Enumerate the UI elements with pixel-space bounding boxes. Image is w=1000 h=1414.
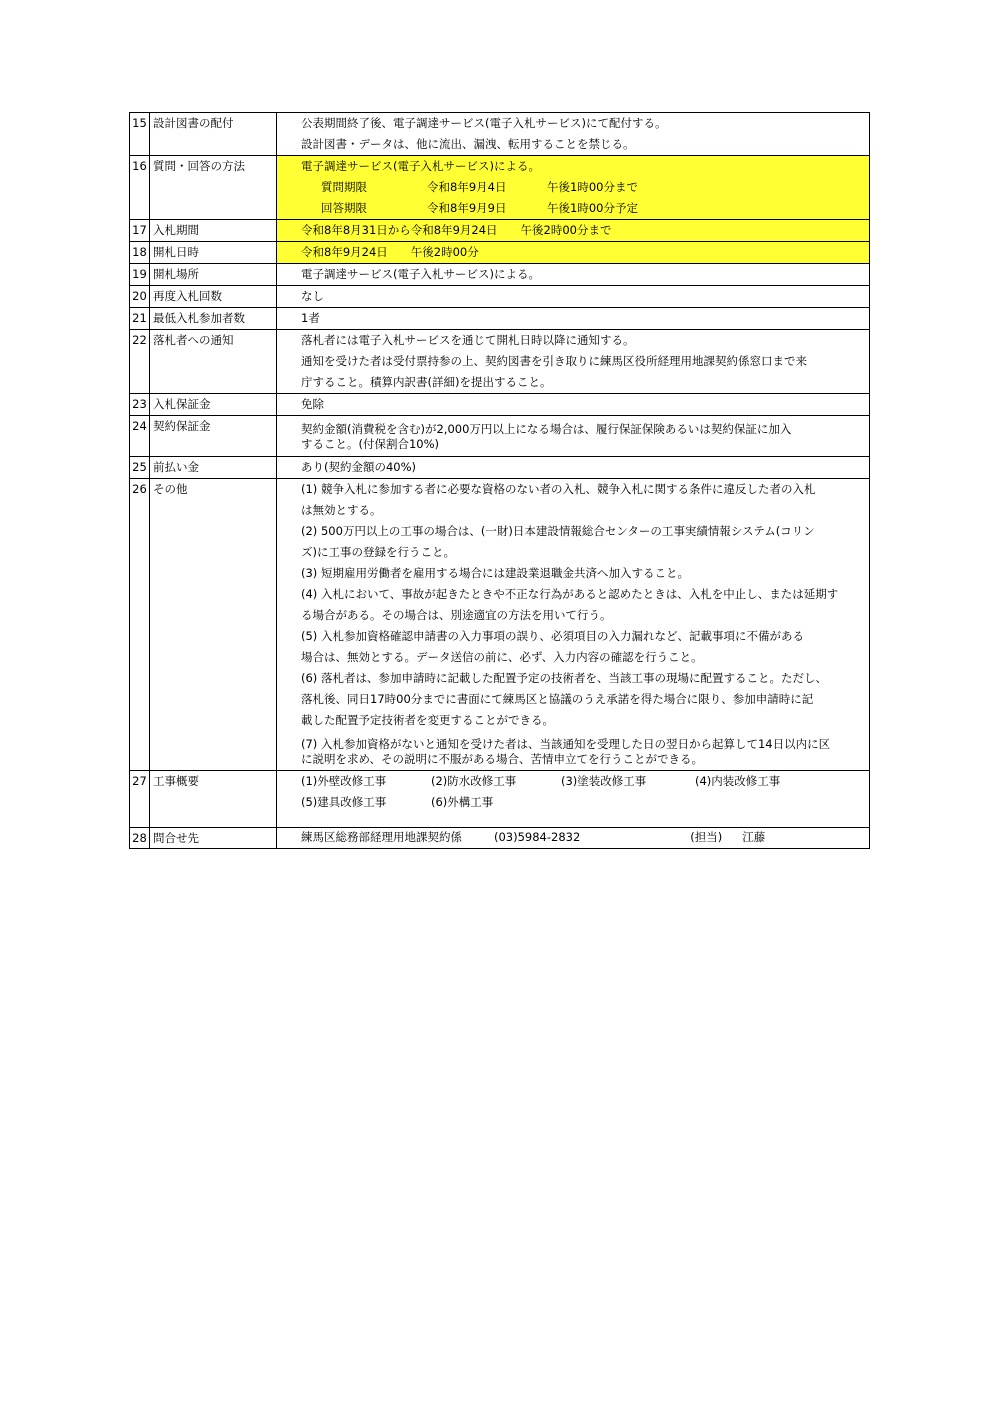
content-line: る場合がある。その場合は、別途適宜の方法を用いて行う。 bbox=[301, 608, 612, 622]
contact-tanto-name: 江藤 bbox=[742, 830, 766, 844]
table-row bbox=[130, 264, 870, 286]
content-line: あり(契約金額の40%) bbox=[301, 460, 417, 474]
table-row bbox=[130, 156, 870, 220]
work-item: (6)外構工事 bbox=[431, 795, 494, 809]
table-row bbox=[130, 308, 870, 330]
work-item: (5)建具改修工事 bbox=[301, 795, 387, 809]
content-line: 庁すること。積算内訳書(詳細)を提出すること。 bbox=[301, 375, 552, 389]
work-item: (4)内装改修工事 bbox=[695, 774, 781, 788]
row-label: 契約保証金 bbox=[150, 416, 277, 457]
row-number: 20 bbox=[130, 286, 150, 308]
row-number: 21 bbox=[130, 308, 150, 330]
contact-department: 練馬区総務部経理用地課契約係 bbox=[301, 830, 462, 844]
row-content bbox=[277, 828, 870, 849]
row-label: 開札日時 bbox=[150, 242, 277, 264]
row-label: 工事概要 bbox=[150, 771, 277, 828]
table-row bbox=[130, 394, 870, 416]
row-label: 再度入札回数 bbox=[150, 286, 277, 308]
content-line: (6) 落札者は、参加申請時に記載した配置予定の技術者を、当該工事の現場に配置すること。ただし、 bbox=[301, 671, 827, 685]
content-line: に説明を求め、その説明に不服がある場合、苦情申立てを行うことができる。 bbox=[301, 752, 704, 766]
row-label: 設計図書の配付 bbox=[150, 113, 277, 156]
content-line: 公表期間終了後、電子調達サービス(電子入札サービス)にて配付する。 bbox=[301, 116, 667, 130]
content-line: (2) 500万円以上の工事の場合は、(一財)日本建設情報総合センターの工事実績情報システム(コリン bbox=[301, 524, 815, 538]
work-item: (2)防水改修工事 bbox=[431, 774, 517, 788]
question-time: 午後1時00分まで bbox=[547, 180, 638, 194]
row-label: 問合せ先 bbox=[150, 828, 277, 849]
contact-line bbox=[277, 828, 869, 846]
row-content bbox=[277, 242, 870, 264]
content-line: 令和8年8月31日から令和8年9月24日 午後2時00分まで bbox=[301, 223, 612, 237]
table-row bbox=[130, 771, 870, 828]
work-item: (1)外壁改修工事 bbox=[301, 774, 387, 788]
content-line: 落札者には電子入札サービスを通じて開札日時以降に通知する。 bbox=[301, 333, 635, 347]
row-label: 最低入札参加者数 bbox=[150, 308, 277, 330]
row-label: その他 bbox=[150, 479, 277, 771]
row-number: 26 bbox=[130, 479, 150, 771]
table-row bbox=[130, 479, 870, 771]
question-label: 質問期限 bbox=[321, 180, 367, 194]
answer-deadline bbox=[277, 198, 869, 219]
content-line: (5) 入札参加資格確認申請書の入力事項の誤り、必須項目の入力漏れなど、記載事項に不備がある bbox=[301, 629, 804, 643]
row-content bbox=[277, 479, 870, 771]
content-line: 落札後、同日17時00分までに書面にて練馬区と協議のうえ承諾を得た場合に限り、参加申請時に記 bbox=[301, 692, 814, 706]
content-line: (3) 短期雇用労働者を雇用する場合には建設業退職金共済へ加入すること。 bbox=[301, 566, 689, 580]
table-row bbox=[130, 330, 870, 394]
row-number: 18 bbox=[130, 242, 150, 264]
row-number: 17 bbox=[130, 220, 150, 242]
row-content bbox=[277, 330, 870, 394]
row-content bbox=[277, 457, 870, 479]
row-content bbox=[277, 156, 870, 220]
content-line: 令和8年9月24日 午後2時00分 bbox=[301, 245, 479, 259]
content-line: ズ)に工事の登録を行うこと。 bbox=[301, 545, 455, 559]
table-row bbox=[130, 220, 870, 242]
content-line: すること。(付保割合10%) bbox=[301, 437, 440, 451]
content-line: (1) 競争入札に参加する者に必要な資格のない者の入札、競争入札に関する条件に違反した者の入札 bbox=[301, 482, 816, 496]
table-row bbox=[130, 242, 870, 264]
content-line: 通知を受けた者は受付票持参の上、契約図書を引き取りに練馬区役所経理用地課契約係窓口まで来 bbox=[301, 354, 807, 368]
tender-info-table bbox=[129, 112, 870, 849]
answer-label: 回答期限 bbox=[321, 201, 367, 215]
row-label: 質問・回答の方法 bbox=[150, 156, 277, 220]
question-date: 令和8年9月4日 bbox=[427, 180, 507, 194]
content-line: は無効とする。 bbox=[301, 503, 382, 517]
contact-phone: (03)5984-2832 bbox=[494, 830, 581, 844]
row-number: 15 bbox=[130, 113, 150, 156]
row-content bbox=[277, 771, 870, 828]
table-row bbox=[130, 457, 870, 479]
content-line: 契約金額(消費税を含む)が2,000万円以上になる場合は、履行保証保険あるいは契約保証に加入 bbox=[301, 422, 792, 436]
row-number: 24 bbox=[130, 416, 150, 457]
content-line: 免除 bbox=[301, 397, 324, 411]
row-number: 19 bbox=[130, 264, 150, 286]
row-number: 27 bbox=[130, 771, 150, 828]
content-line: 設計図書・データは、他に流出、漏洩、転用することを禁じる。 bbox=[301, 137, 635, 151]
table-row bbox=[130, 113, 870, 156]
blank-line bbox=[277, 813, 869, 827]
row-label: 落札者への通知 bbox=[150, 330, 277, 394]
content-line: 場合は、無効とする。データ送信の前に、必ず、入力内容の確認を行うこと。 bbox=[301, 650, 703, 664]
content-line: 電子調達サービス(電子入札サービス)による。 bbox=[301, 267, 540, 281]
content-line: (7) 入札参加資格がないと通知を受けた者は、当該通知を受理した日の翌日から起算して14日以内に区 bbox=[301, 737, 831, 751]
row-content bbox=[277, 113, 870, 156]
row-label: 入札保証金 bbox=[150, 394, 277, 416]
table-row bbox=[130, 416, 870, 457]
contact-tanto-label: (担当) bbox=[690, 830, 723, 844]
content-line: 電子調達サービス(電子入札サービス)による。 bbox=[301, 159, 540, 173]
row-number: 22 bbox=[130, 330, 150, 394]
row-content bbox=[277, 394, 870, 416]
work-items-line bbox=[277, 792, 869, 813]
table-row bbox=[130, 286, 870, 308]
content-line: 載した配置予定技術者を変更することができる。 bbox=[301, 713, 554, 727]
row-content bbox=[277, 416, 870, 457]
question-deadline bbox=[277, 177, 869, 198]
row-label: 開札場所 bbox=[150, 264, 277, 286]
work-items-line bbox=[277, 771, 869, 792]
row-number: 25 bbox=[130, 457, 150, 479]
row-label: 前払い金 bbox=[150, 457, 277, 479]
work-item: (3)塗装改修工事 bbox=[561, 774, 647, 788]
row-content bbox=[277, 286, 870, 308]
answer-date: 令和8年9月9日 bbox=[427, 201, 507, 215]
answer-time: 午後1時00分予定 bbox=[547, 201, 638, 215]
content-line: (4) 入札において、事故が起きたときや不正な行為があると認めたときは、入札を中止し、または延期す bbox=[301, 587, 839, 601]
row-content bbox=[277, 308, 870, 330]
row-number: 23 bbox=[130, 394, 150, 416]
table-row bbox=[130, 828, 870, 849]
row-content bbox=[277, 220, 870, 242]
content-line: なし bbox=[301, 289, 324, 303]
row-number: 16 bbox=[130, 156, 150, 220]
row-label: 入札期間 bbox=[150, 220, 277, 242]
row-content bbox=[277, 264, 870, 286]
content-line: 1者 bbox=[301, 311, 320, 325]
row-number: 28 bbox=[130, 828, 150, 849]
